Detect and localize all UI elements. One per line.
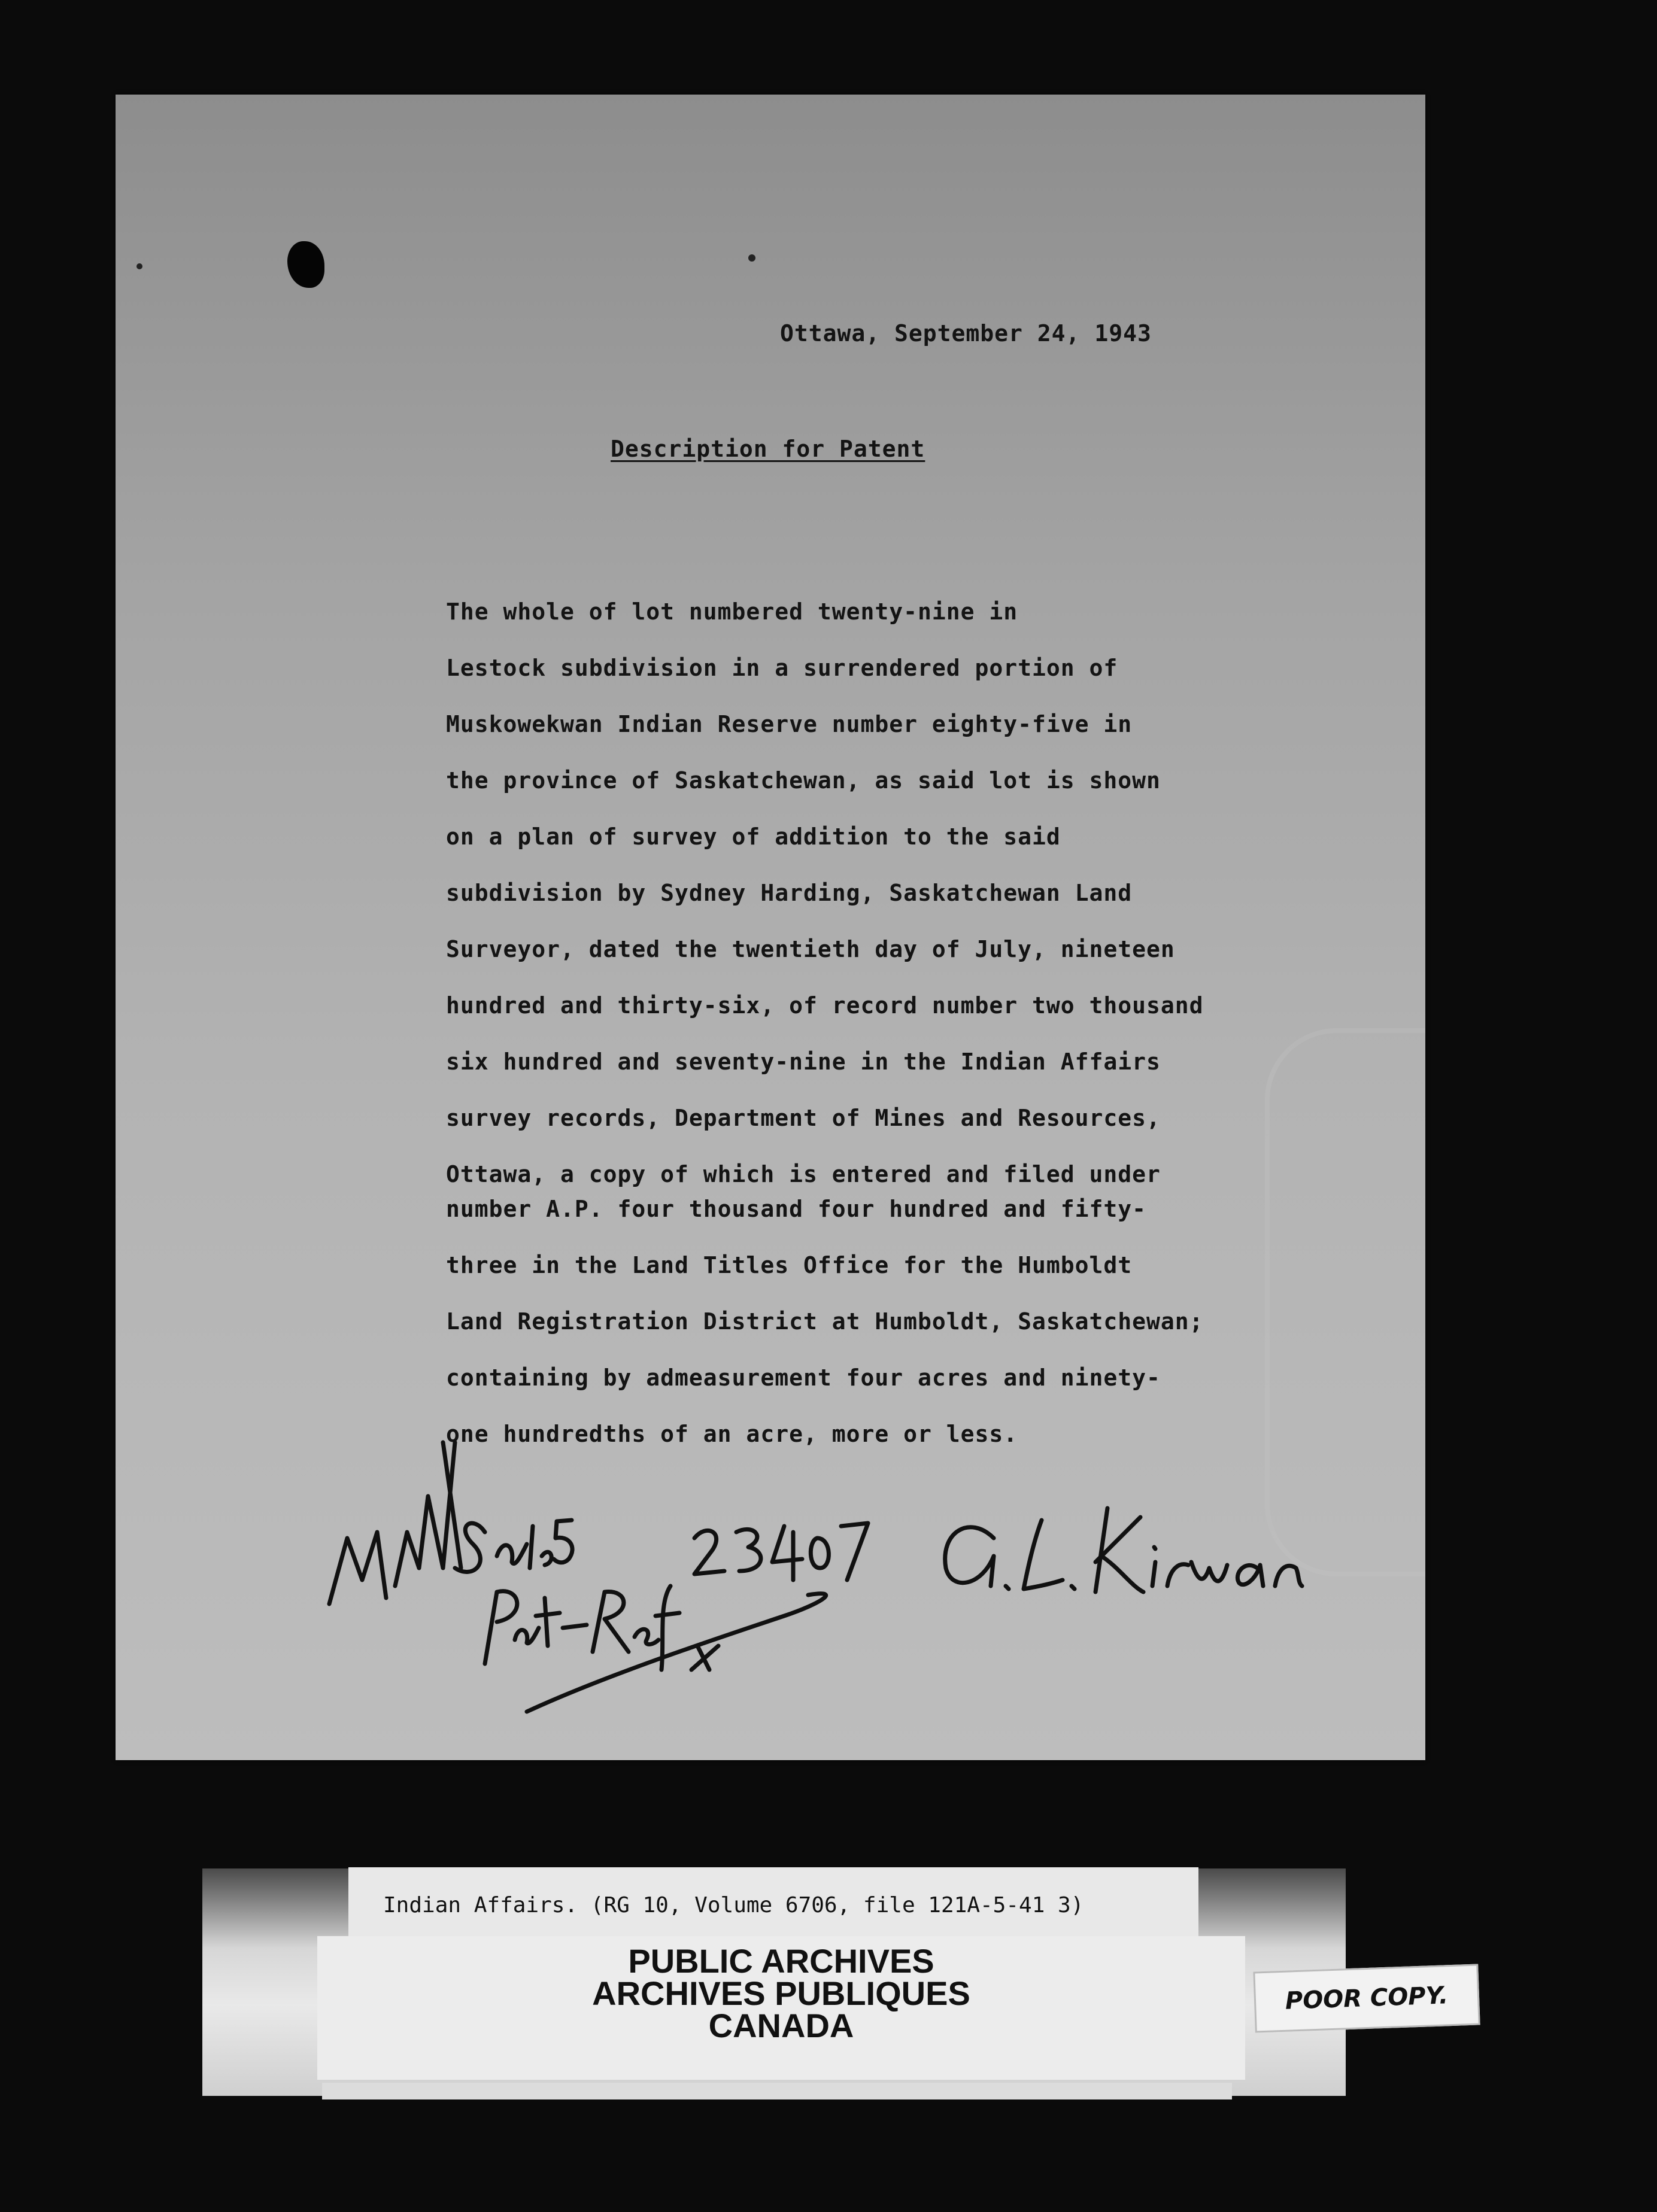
body-line: Muskowekwan Indian Reserve number eighty-five in	[446, 711, 1133, 737]
body-line: hundred and thirty-six, of record number two thousand	[446, 992, 1204, 1019]
body-line: the province of Saskatchewan, as said lot is shown	[446, 767, 1161, 794]
body-line: containing by admeasurement four acres and ninety-	[446, 1365, 1161, 1391]
body-line: three in the Land Titles Office for the Humboldt	[446, 1252, 1133, 1278]
body-line: Lestock subdivision in a surrendered portion of	[446, 655, 1118, 681]
paper-speck	[136, 263, 142, 269]
archive-stamp-text	[317, 1942, 1245, 2044]
paper-speck	[748, 254, 755, 262]
body-line: on a plan of survey of addition to the said	[446, 824, 1061, 850]
letter-heading: Description for Patent	[611, 436, 925, 462]
archive-line-2: ARCHIVES PUBLIQUES	[592, 1974, 970, 2012]
label-bottom-strip	[322, 2083, 1232, 2099]
poor-copy-label: POOR COPY.	[1253, 1964, 1480, 2032]
body-line: The whole of lot numbered twenty-nine in	[446, 598, 1018, 625]
body-line: Surveyor, dated the twentieth day of July, nineteen	[446, 936, 1175, 962]
archive-line-3: CANADA	[708, 2007, 854, 2044]
archive-line-1: PUBLIC ARCHIVES	[628, 1942, 934, 1980]
body-line: subdivision by Sydney Harding, Saskatchewan Land	[446, 880, 1133, 906]
body-line: survey records, Department of Mines and Resources,	[446, 1105, 1161, 1131]
body-line: number A.P. four thousand four hundred and fifty-	[446, 1196, 1147, 1222]
archive-reference: Indian Affairs. (RG 10, Volume 6706, file 121A-5-41 3)	[383, 1893, 1084, 1918]
body-line: one hundredths of an acre, more or less.	[446, 1421, 1018, 1447]
body-line: six hundred and seventy-nine in the Indian Affairs	[446, 1049, 1161, 1075]
letter-date: Ottawa, September 24, 1943	[780, 320, 1152, 347]
body-line: Land Registration District at Humboldt, Saskatchewan;	[446, 1308, 1204, 1335]
handwritten-marks	[305, 1388, 1383, 1724]
handwriting-svg	[305, 1388, 1383, 1724]
body-line: Ottawa, a copy of which is entered and filed under	[446, 1161, 1161, 1187]
